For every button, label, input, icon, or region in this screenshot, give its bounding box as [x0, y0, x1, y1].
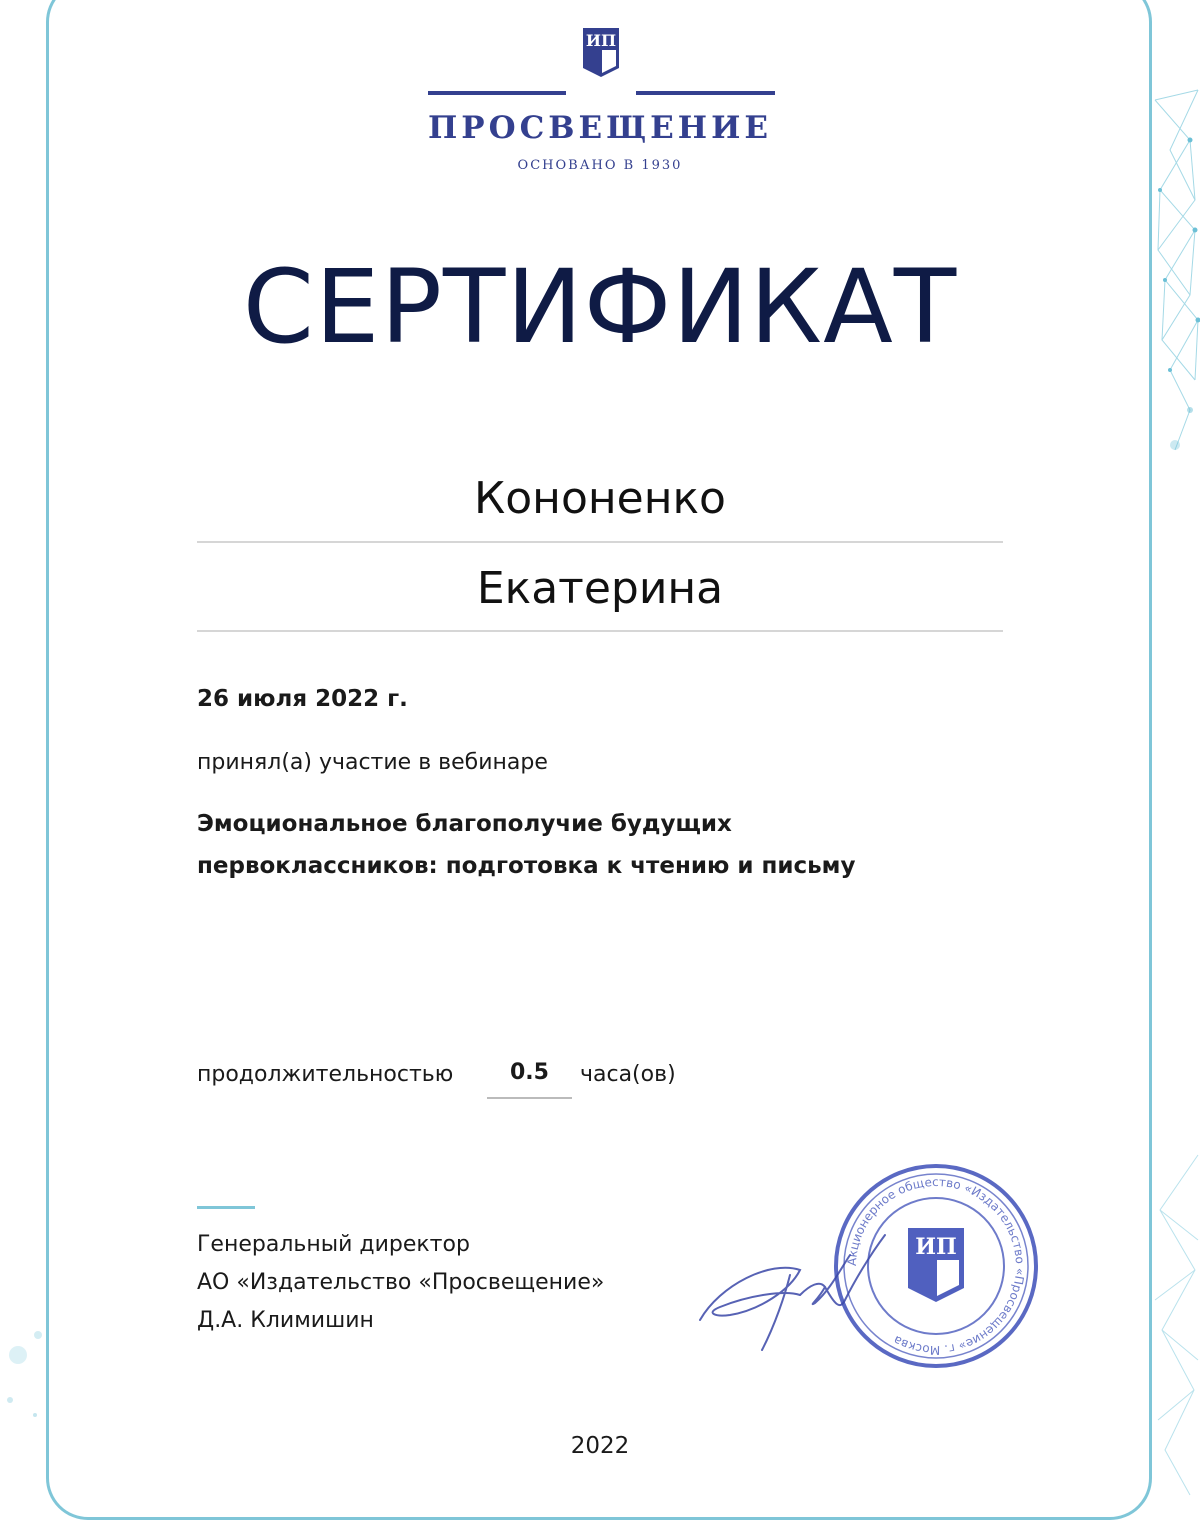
- surname-underline: [197, 541, 1003, 543]
- svg-text:ИП: ИП: [586, 31, 616, 50]
- duration-label: продолжительностью: [197, 1062, 453, 1087]
- director-signature: [690, 1215, 890, 1365]
- dots-decoration-left: [0, 1320, 46, 1430]
- duration-value: 0.5: [487, 1060, 572, 1085]
- svg-text:ИП: ИП: [915, 1234, 957, 1260]
- logo-tagline: ОСНОВАНО В 1930: [0, 158, 1200, 173]
- recipient-first-name: Екатерина: [197, 563, 1003, 614]
- certificate-year: 2022: [0, 1433, 1200, 1459]
- logo-line-right: [636, 91, 775, 95]
- signatory-position: Генеральный директор: [197, 1232, 470, 1257]
- publisher-logo: [0, 22, 1200, 162]
- first-name-underline: [197, 630, 1003, 632]
- logo-line-left: [428, 91, 566, 95]
- recipient-surname: Кононенко: [197, 473, 1003, 524]
- logo-emblem: [580, 24, 622, 80]
- duration-underline: [487, 1097, 572, 1099]
- webinar-title-line-1: Эмоциональное благополучие будущих: [197, 803, 997, 845]
- webinar-title: [197, 803, 997, 887]
- logo-wordmark: ПРОСВЕЩЕНИЕ: [0, 110, 1200, 146]
- svg-text:Акционерное общество «Издатель: Акционерное общество «Издательство «Просвещение» г. Москва: [845, 1175, 1027, 1357]
- duration-unit: часа(ов): [580, 1062, 676, 1087]
- event-date: 26 июля 2022 г.: [197, 686, 408, 712]
- participation-text: принял(а) участие в вебинаре: [197, 750, 548, 775]
- signatory-name: Д.А. Климишин: [197, 1308, 374, 1333]
- certificate-title: СЕРТИФИКАТ: [0, 248, 1200, 367]
- signatory-accent-line: [197, 1206, 255, 1209]
- signatory-organization: АО «Издательство «Просвещение»: [197, 1270, 604, 1295]
- webinar-title-line-2: первоклассников: подготовка к чтению и письму: [197, 845, 997, 887]
